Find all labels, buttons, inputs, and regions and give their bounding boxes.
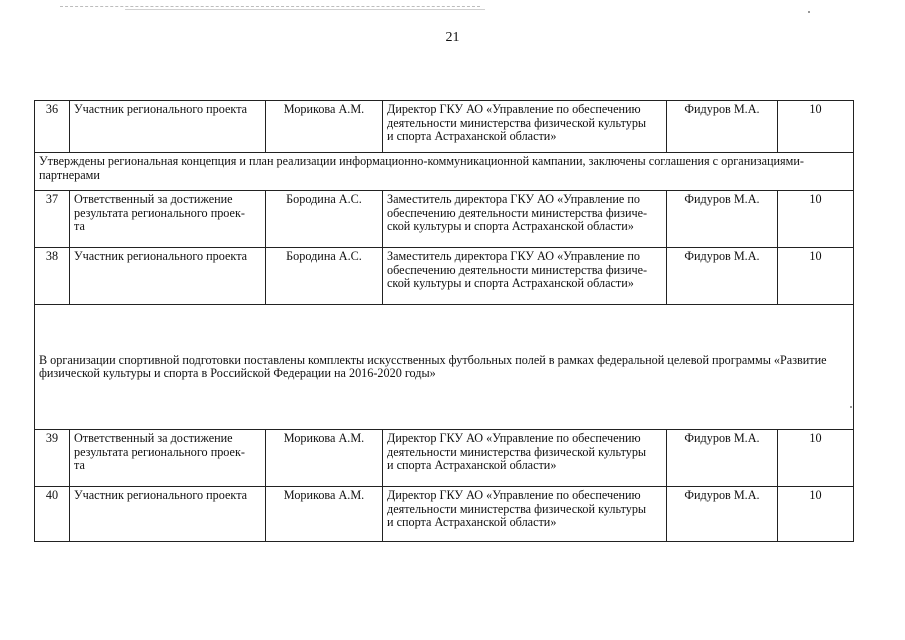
role-cell: [70, 430, 266, 487]
role-cell: [70, 101, 266, 153]
role-line: результата регионального проек-: [74, 205, 245, 220]
supervisor-name: Фидуров М.А.: [667, 430, 778, 487]
position-line: и спорта Астраханской области»: [387, 515, 557, 529]
position-line: Заместитель директора ГКУ АО «Управление по: [387, 249, 640, 263]
responsible-person: Бородина А.С.: [266, 191, 383, 248]
row-number: 39: [35, 430, 70, 487]
scan-artifact-line: [125, 9, 485, 10]
supervisor-name: Фидуров М.А.: [667, 191, 778, 248]
responsible-person: Бородина А.С.: [266, 248, 383, 305]
row-number: 36: [35, 101, 70, 153]
role-line: результата регионального проек-: [74, 444, 245, 459]
position-cell: [383, 248, 667, 305]
position-line: и спорта Астраханской области»: [387, 458, 557, 472]
position-line: деятельности министерства физической культуры: [387, 115, 647, 130]
role-line: Участник регионального проекта: [74, 488, 248, 502]
role-line: Участник регионального проекта: [74, 249, 248, 263]
table-row: [35, 248, 854, 305]
scan-speck: [808, 11, 810, 13]
section-text: Утверждены региональная концепция и план реализации информационно-коммуникационной кампании, заключены соглашения с организациями-партнерами: [35, 153, 854, 191]
table-row: [35, 101, 854, 153]
table-body: [35, 101, 854, 542]
position-line: Директор ГКУ АО «Управление по обеспечению: [387, 488, 641, 502]
position-line: Директор ГКУ АО «Управление по обеспечению: [387, 102, 641, 116]
section-text: В организации спортивной подготовки поставлены комплекты искусственных футбольных полей в рамках федеральной целевой программы «Развитие физической культуры и спорта в Российской Федерации на 2016-2020 годы»: [35, 305, 854, 430]
section-row: [35, 153, 854, 191]
role-line: Ответственный за достижение: [74, 431, 233, 445]
involvement-value: 10: [778, 487, 854, 542]
position-line: обеспечению деятельности министерства физиче-: [387, 262, 648, 277]
role-line: та: [74, 219, 85, 233]
role-cell: [70, 487, 266, 542]
involvement-value: 10: [778, 191, 854, 248]
position-cell: [383, 191, 667, 248]
role-cell: [70, 248, 266, 305]
table-row: [35, 430, 854, 487]
row-number: 38: [35, 248, 70, 305]
position-line: Заместитель директора ГКУ АО «Управление по: [387, 192, 640, 206]
position-line: деятельности министерства физической культуры: [387, 444, 647, 459]
page-number: 21: [445, 30, 460, 45]
supervisor-name: Фидуров М.А.: [667, 487, 778, 542]
section-row: [35, 305, 854, 430]
position-line: Директор ГКУ АО «Управление по обеспечению: [387, 431, 641, 445]
position-cell: [383, 430, 667, 487]
involvement-value: 10: [778, 430, 854, 487]
position-line: деятельности министерства физической культуры: [387, 501, 647, 516]
role-cell: [70, 191, 266, 248]
involvement-value: 10: [778, 101, 854, 153]
supervisor-name: Фидуров М.А.: [667, 248, 778, 305]
row-number: 37: [35, 191, 70, 248]
position-cell: [383, 101, 667, 153]
position-line: ской культуры и спорта Астраханской области»: [387, 276, 634, 290]
responsible-person: Морикова А.М.: [266, 430, 383, 487]
position-line: ской культуры и спорта Астраханской области»: [387, 219, 634, 233]
table-row: [35, 191, 854, 248]
responsible-person: Морикова А.М.: [266, 101, 383, 153]
position-line: обеспечению деятельности министерства физиче-: [387, 205, 648, 220]
position-line: и спорта Астраханской области»: [387, 129, 557, 143]
involvement-value: 10: [778, 248, 854, 305]
supervisor-name: Фидуров М.А.: [667, 101, 778, 153]
responsible-person: Морикова А.М.: [266, 487, 383, 542]
role-line: Участник регионального проекта: [74, 102, 248, 116]
table-row: [35, 487, 854, 542]
row-number: 40: [35, 487, 70, 542]
role-line: Ответственный за достижение: [74, 192, 233, 206]
position-cell: [383, 487, 667, 542]
responsibility-table: [34, 100, 854, 542]
role-line: та: [74, 458, 85, 472]
scan-artifact-line: [60, 6, 480, 7]
